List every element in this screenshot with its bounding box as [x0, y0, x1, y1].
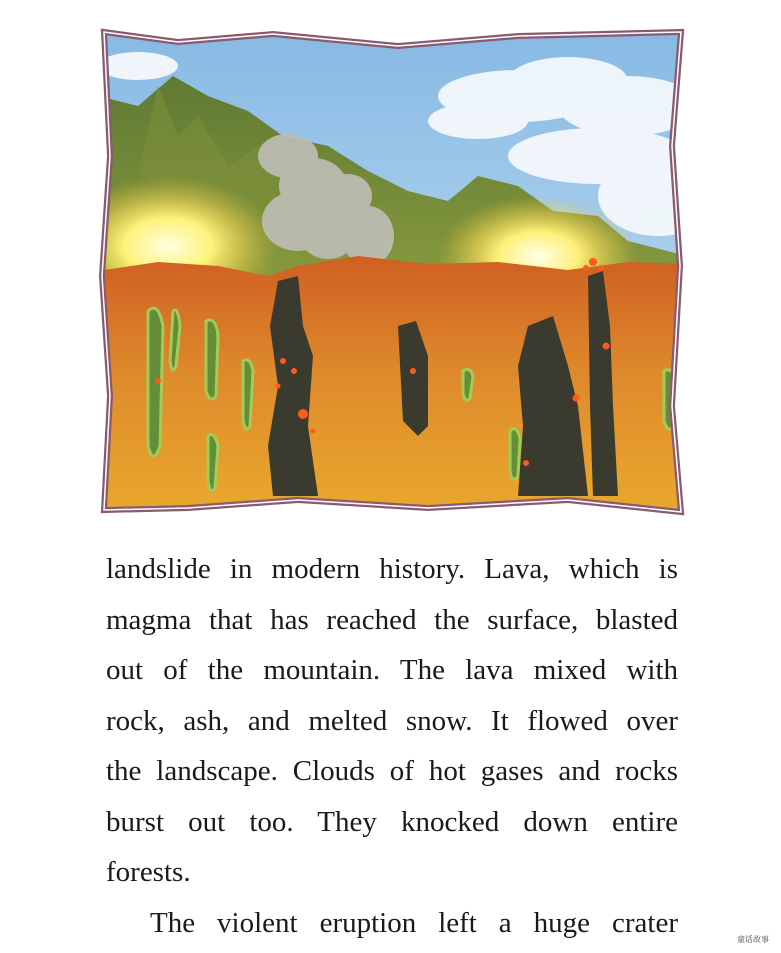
watermark-text: 童话故事 [737, 935, 769, 944]
text-line: magma that has reached the surface, blasted [106, 603, 678, 636]
text-line: forests. [106, 856, 191, 888]
story-text [106, 544, 678, 948]
text-line: The violent eruption left a huge crater [150, 906, 678, 939]
text-line: the landscape. Clouds of hot gases and rocks [106, 755, 678, 787]
text-line: rock, ash, and melted snow. It flowed over [106, 704, 678, 737]
text-line: burst out too. They knocked down entire [106, 805, 678, 838]
text-line: landslide in modern history. Lava, which is [106, 553, 678, 585]
volcano-eruption-illustration [98, 26, 687, 518]
text-line: out of the mountain. The lava mixed with [106, 654, 678, 686]
